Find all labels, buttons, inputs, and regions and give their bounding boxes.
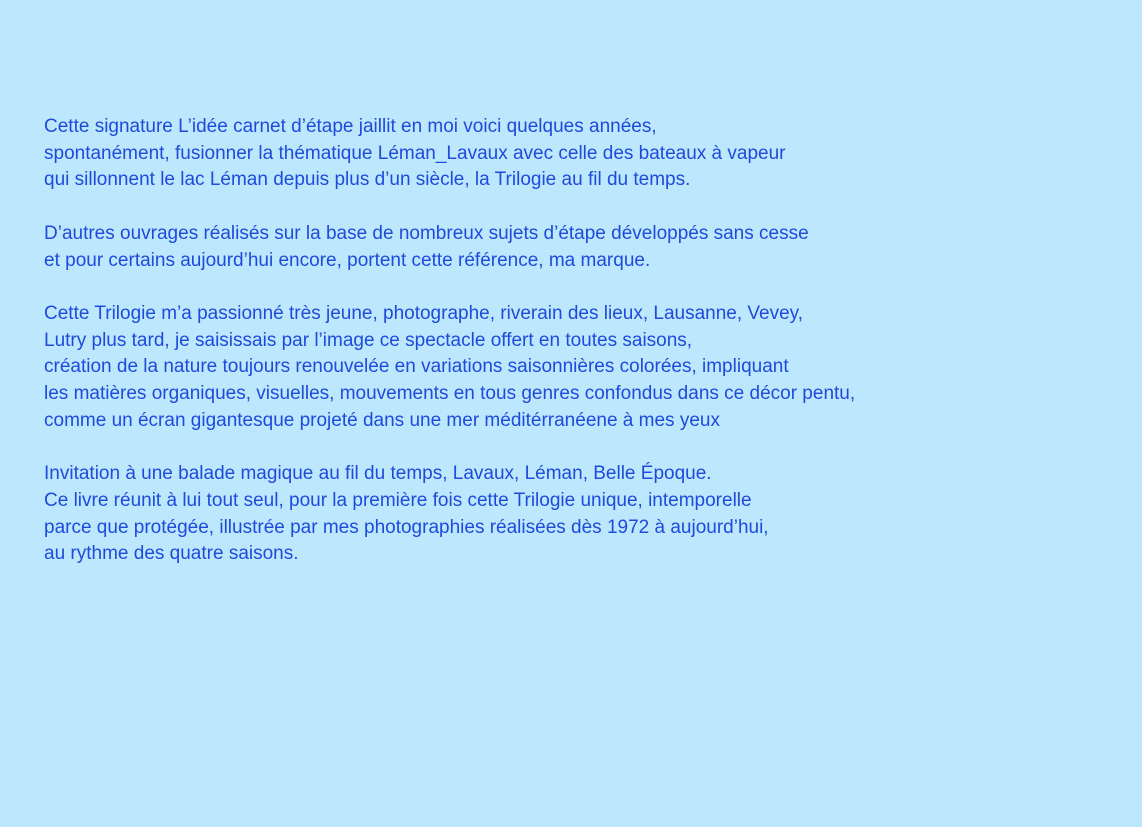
paragraph-1 [44, 114, 1124, 194]
document-text [44, 114, 1124, 595]
text-line: D’autres ouvrages réalisés sur la base de nombreux sujets d’étape développés sans cesse [44, 222, 809, 244]
text-line: spontanément, fusionner la thématique Léman_Lavaux avec celle des bateaux à vapeur [44, 142, 786, 164]
text-line: Cette Trilogie m’a passionné très jeune, photographe, riverain des lieux, Lausanne, Vevey, [44, 302, 804, 324]
text-line: qui sillonnent le lac Léman depuis plus d’un siècle, la Trilogie au fil du temps. [44, 169, 691, 191]
paragraph-3 [44, 301, 1124, 435]
paragraph-4 [44, 461, 1124, 568]
text-line: Lutry plus tard, je saisissais par l’image ce spectacle offert en toutes saisons, [44, 329, 693, 351]
text-line: les matières organiques, visuelles, mouvements en tous genres confondus dans ce décor pentu, [44, 383, 856, 404]
text-line: parce que protégée, illustrée par mes photographies réalisées dès 1972 à aujourd’hui, [44, 516, 769, 538]
text-line: Invitation à une balade magique au fil du temps, Lavaux, Léman, Belle Époque. [44, 463, 712, 485]
text-line: au rythme des quatre saisons. [44, 543, 299, 565]
text-line: création de la nature toujours renouvelée en variations saisonnières colorées, impliquant [44, 356, 789, 378]
text-line: comme un écran gigantesque projeté dans une mer méditérranéene à mes yeux [44, 409, 720, 431]
text-line: Ce livre réunit à lui tout seul, pour la première fois cette Trilogie unique, intemporelle [44, 489, 752, 511]
text-line: Cette signature L’idée carnet d’étape jaillit en moi voici quelques années, [44, 116, 657, 137]
text-line: et pour certains aujourd’hui encore, portent cette référence, ma marque. [44, 249, 651, 271]
paragraph-2 [44, 221, 1124, 274]
